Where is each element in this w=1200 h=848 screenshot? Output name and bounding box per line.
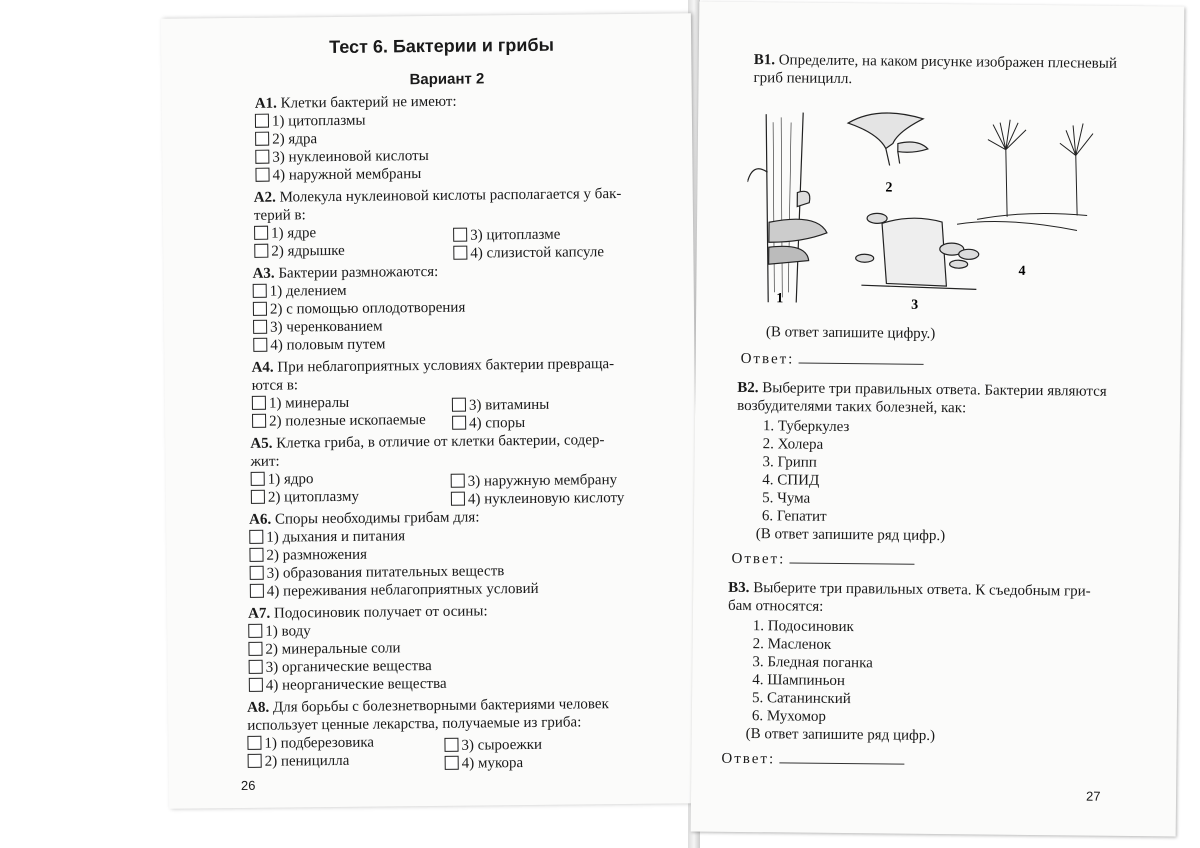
question-b2: B2. Выберите три правильных ответа. Бактерии являются: [737, 379, 1107, 400]
checkbox[interactable]: [249, 548, 263, 562]
checkbox[interactable]: [248, 642, 262, 656]
checkbox[interactable]: [253, 320, 267, 334]
option-a1-4[interactable]: 4) наружной мембраны: [255, 166, 421, 185]
question-a4-cont: ются в:: [251, 377, 299, 394]
option-a1-2[interactable]: 2) ядра: [255, 131, 317, 149]
checkbox[interactable]: [250, 584, 264, 598]
option-a5-2[interactable]: 2) цитоплазму: [251, 489, 359, 507]
figure-label-3: 3: [911, 297, 919, 313]
b3-answer-line[interactable]: [779, 748, 904, 764]
b2-item-4: 4. СПИД: [762, 472, 820, 489]
left-page: [161, 13, 699, 809]
figure-tinder-fungus: [746, 112, 828, 303]
option-a8-2[interactable]: 2) пеницилла: [248, 753, 350, 771]
checkbox[interactable]: [248, 754, 262, 768]
option-a6-3[interactable]: 3) образования питательных веществ: [250, 563, 505, 583]
option-a2-3[interactable]: 3) цитоплазме: [453, 227, 560, 245]
b3-item-5: 5. Сатанинский: [751, 690, 851, 708]
option-a3-4[interactable]: 4) половым путем: [253, 336, 385, 354]
question-a4: A4. При неблагоприятных условиях бактерии превраща-: [251, 356, 615, 376]
b3-item-4: 4. Шампиньон: [752, 672, 846, 690]
option-a7-4[interactable]: 4) неорганические вещества: [249, 676, 447, 695]
question-b3: B3. Выберите три правильных ответа. К съедобным гри-: [728, 579, 1091, 600]
question-a2-cont: терий в:: [253, 207, 306, 224]
question-b2-cont: возбудителями таких болезней, как:: [737, 397, 967, 417]
option-a8-3[interactable]: 3) сыроежки: [444, 737, 542, 755]
question-b3-cont: бам относятся:: [727, 597, 824, 615]
checkbox[interactable]: [451, 474, 465, 488]
figure-label-4: 4: [1018, 263, 1026, 279]
checkbox[interactable]: [247, 736, 261, 750]
question-b1: B1. Определите, на каком рисунке изображен плесневый: [753, 52, 1117, 72]
page-number-left: 26: [240, 777, 256, 794]
option-a4-3[interactable]: 3) витамины: [452, 397, 550, 415]
option-a5-1[interactable]: 1) ядро: [251, 471, 314, 489]
b2-item-3: 3. Грипп: [762, 454, 817, 471]
b1-note: (В ответ запишите цифру.): [765, 324, 936, 342]
checkbox[interactable]: [253, 338, 267, 352]
option-a7-1[interactable]: 1) воду: [248, 623, 311, 641]
test-title: Тест 6. Бактерии и грибы: [329, 34, 555, 58]
checkbox[interactable]: [248, 624, 262, 638]
checkbox[interactable]: [255, 132, 269, 146]
figure-label-2: 2: [885, 180, 893, 196]
right-page: [691, 1, 1185, 836]
checkbox[interactable]: [250, 566, 264, 580]
b3-item-6: 6. Мухомор: [751, 708, 827, 725]
question-a8: A8. Для борьбы с болезнетворными бактериями человек: [247, 696, 609, 716]
figure-stump-mushrooms: [855, 213, 979, 289]
option-a4-2[interactable]: 2) полезные ископаемые: [252, 412, 426, 431]
option-a5-4[interactable]: 4) нуклеиновую кислоту: [451, 490, 625, 509]
checkbox[interactable]: [451, 492, 465, 506]
b3-item-3: 3. Бледная поганка: [752, 654, 873, 672]
b2-item-6: 6. Гепатит: [761, 508, 827, 525]
option-a5-3[interactable]: 3) наружную мембрану: [451, 472, 618, 491]
question-a1: A1. Клетки бактерий не имеют:: [254, 93, 457, 112]
option-a2-4[interactable]: 4) слизистой капсуле: [453, 244, 604, 263]
checkbox[interactable]: [452, 416, 466, 430]
b3-item-1: 1. Подосиновик: [752, 618, 854, 636]
option-a6-1[interactable]: 1) дыхания и питания: [249, 528, 405, 547]
fungi-figures: [746, 102, 1148, 316]
question-a6: A6. Споры необходимы грибам для:: [249, 509, 480, 528]
option-a3-1[interactable]: 1) делением: [253, 283, 347, 301]
option-a1-3[interactable]: 3) нуклеиновой кислоты: [255, 148, 429, 167]
option-a6-4[interactable]: 4) переживания неблагоприятных условий: [250, 581, 539, 601]
option-a2-2[interactable]: 2) ядрышке: [254, 243, 345, 261]
checkbox[interactable]: [254, 226, 268, 240]
option-a3-2[interactable]: 2) с помощью оплодотворения: [253, 300, 466, 319]
checkbox[interactable]: [452, 398, 466, 412]
b2-answer-line[interactable]: [789, 548, 914, 564]
b1-answer-line[interactable]: [798, 349, 923, 365]
option-a3-3[interactable]: 3) черенкованием: [253, 318, 383, 336]
question-a3: A3. Бактерии размножаются:: [252, 263, 439, 282]
b1-answer[interactable]: Ответ:: [741, 348, 924, 370]
checkbox[interactable]: [453, 246, 467, 260]
checkbox[interactable]: [253, 284, 267, 298]
option-a8-4[interactable]: 4) мукора: [445, 755, 524, 773]
option-a2-1[interactable]: 1) ядре: [254, 225, 316, 243]
checkbox[interactable]: [249, 660, 263, 674]
checkbox[interactable]: [255, 150, 269, 164]
page-number-right: 27: [1085, 788, 1101, 804]
question-a5-cont: жит:: [250, 453, 280, 470]
checkbox[interactable]: [255, 114, 269, 128]
question-a7: A7. Подосиновик получает от осины:: [248, 603, 488, 622]
checkbox[interactable]: [252, 414, 266, 428]
b2-note: (В ответ запишите ряд цифр.): [755, 526, 946, 545]
option-a4-4[interactable]: 4) споры: [452, 415, 525, 433]
option-a7-2[interactable]: 2) минеральные соли: [248, 640, 400, 659]
b2-answer[interactable]: Ответ:: [731, 548, 914, 570]
figure-penicillium: [957, 119, 1093, 230]
checkbox[interactable]: [255, 168, 269, 182]
question-b1-cont: гриб пеницилл.: [753, 70, 853, 88]
option-a6-2[interactable]: 2) размножения: [249, 547, 367, 565]
b2-item-5: 5. Чума: [762, 490, 811, 507]
option-a1-1[interactable]: 1) цитоплазмы: [255, 113, 366, 131]
checkbox[interactable]: [444, 738, 458, 752]
checkbox[interactable]: [453, 228, 467, 242]
b2-item-2: 2. Холера: [762, 436, 824, 453]
checkbox[interactable]: [249, 678, 263, 692]
figure-mushroom-2: [848, 113, 929, 166]
checkbox[interactable]: [445, 756, 459, 770]
b2-item-1: 1. Туберкулез: [762, 418, 850, 436]
b3-note: (В ответ запишите ряд цифр.): [745, 726, 936, 744]
option-a8-1[interactable]: 1) подберезовика: [247, 735, 374, 753]
b3-item-2: 2. Масленок: [752, 636, 832, 653]
question-a8-cont: использует ценные лекарства, получаемые из гриба:: [247, 714, 582, 734]
variant-label: Вариант 2: [409, 70, 485, 89]
option-a4-1[interactable]: 1) минералы: [252, 395, 349, 413]
checkbox[interactable]: [252, 396, 266, 410]
checkbox[interactable]: [253, 302, 267, 316]
checkbox[interactable]: [249, 530, 263, 544]
figure-label-1: 1: [776, 291, 784, 307]
question-a5: A5. Клетка гриба, в отличие от клетки бактерии, содер-: [250, 432, 605, 452]
option-a7-3[interactable]: 3) органические вещества: [249, 658, 432, 677]
b3-answer[interactable]: Ответ:: [721, 748, 904, 770]
checkbox[interactable]: [251, 472, 265, 486]
question-a2: A2. Молекула нуклеиновой кислоты располагается у бак-: [253, 185, 622, 206]
checkbox[interactable]: [254, 244, 268, 258]
checkbox[interactable]: [251, 490, 265, 504]
